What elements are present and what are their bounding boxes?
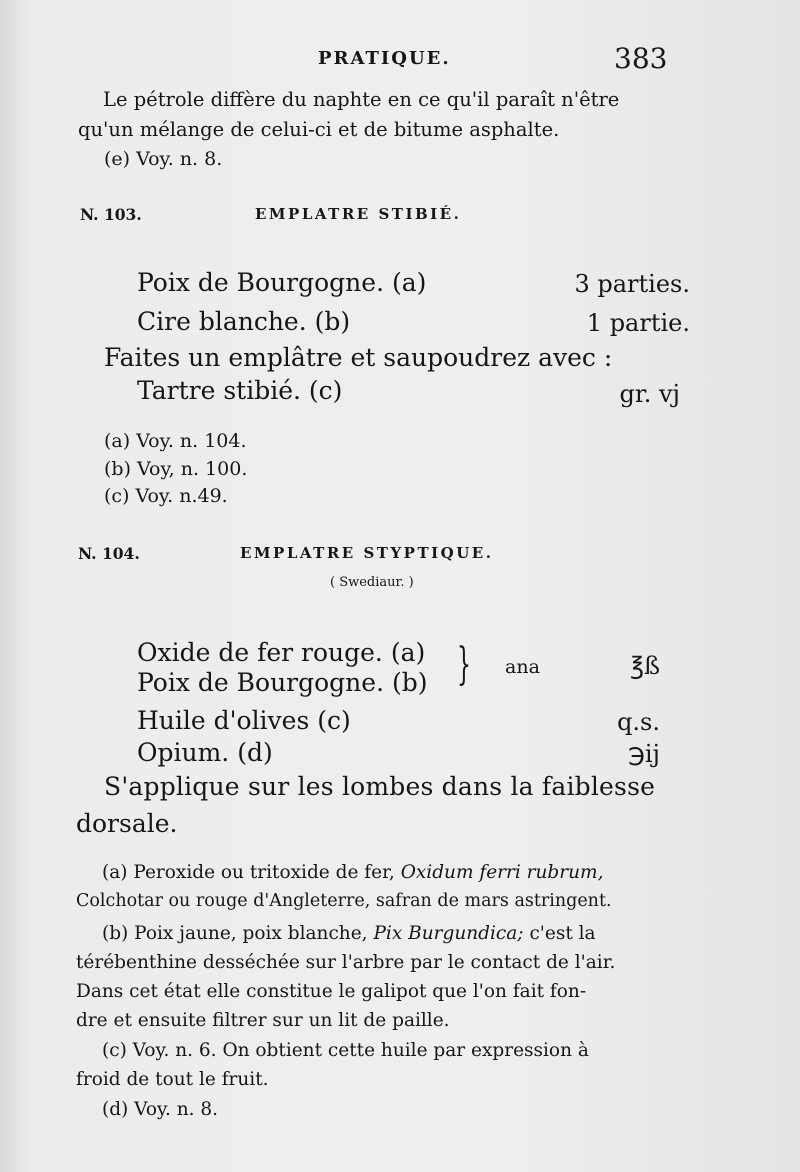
footnote-e: (e) Voy. n. 8. bbox=[104, 148, 223, 170]
section-number: N. 104. bbox=[78, 544, 140, 563]
ingredient-quantity: 3 parties. bbox=[574, 270, 690, 298]
ingredient-quantity: q.s. bbox=[617, 708, 660, 736]
ingredient-name: Opium. (d) bbox=[137, 738, 273, 767]
ingredient-name: Oxide de fer rouge. (a) bbox=[137, 638, 426, 667]
footnote: (d) Voy. n. 8. bbox=[102, 1099, 219, 1120]
footnote-text: (b) Poix jaune, poix blanche, bbox=[102, 923, 368, 944]
ingredient-quantity: 1 partie. bbox=[586, 309, 690, 337]
section-title: EMPLATRE STIBIÉ. bbox=[255, 205, 462, 223]
intro-line: Le pétrole diffère du naphte en ce qu'il paraît n'être bbox=[103, 88, 620, 111]
section-subtitle: ( Swediaur. ) bbox=[330, 575, 414, 590]
ingredient-name: Poix de Bourgogne. (b) bbox=[137, 668, 428, 697]
usage-text: S'applique sur les lombes dans la faiblesse bbox=[104, 772, 656, 801]
footnote-italic: Oxidum ferri rubrum, bbox=[400, 862, 604, 883]
intro-line: qu'un mélange de celui-ci et de bitume asphalte. bbox=[78, 118, 560, 141]
ingredient-quantity: gr. vj bbox=[619, 380, 680, 408]
footnote: (b) Voy, n. 100. bbox=[104, 458, 248, 480]
footnote: froid de tout le fruit. bbox=[76, 1069, 269, 1090]
footnote: Dans cet état elle constitue le galipot que l'on fait fon- bbox=[76, 981, 587, 1002]
ingredient-name: Poix de Bourgogne. (a) bbox=[137, 268, 427, 297]
ingredient-name: Tartre stibié. (c) bbox=[137, 376, 343, 405]
footnote: dre et ensuite filtrer sur un lit de paille. bbox=[76, 1010, 450, 1031]
footnote: térébenthine desséchée sur l'arbre par le contact de l'air. bbox=[76, 952, 616, 973]
brace-symbol: } bbox=[457, 639, 471, 690]
footnote: Colchotar ou rouge d'Angleterre, safran de mars astringent. bbox=[76, 891, 612, 911]
footnote bbox=[102, 862, 603, 883]
pair-label: ana bbox=[505, 656, 540, 678]
footnote: (a) Voy. n. 104. bbox=[104, 430, 247, 452]
page-number: 383 bbox=[614, 42, 668, 75]
ingredient-quantity: ℈ij bbox=[628, 740, 660, 768]
usage-text: dorsale. bbox=[76, 809, 178, 838]
pair-quantity: ℥ß bbox=[630, 652, 660, 680]
footnote: (c) Voy. n. 6. On obtient cette huile par expression à bbox=[102, 1040, 589, 1061]
instruction: Faites un emplâtre et saupoudrez avec : bbox=[104, 343, 613, 372]
footnote bbox=[102, 923, 596, 944]
footnote-italic: Pix Burgundica; bbox=[373, 923, 524, 944]
ingredient-name: Huile d'olives (c) bbox=[137, 706, 351, 735]
section-number: N. 103. bbox=[80, 205, 142, 224]
ingredient-name: Cire blanche. (b) bbox=[137, 307, 351, 336]
section-title: EMPLATRE STYPTIQUE. bbox=[240, 544, 494, 562]
running-title: PRATIQUE. bbox=[318, 48, 451, 69]
running-header bbox=[0, 44, 800, 80]
footnote-text: (a) Peroxide ou tritoxide de fer, bbox=[102, 862, 395, 883]
footnote-text: c'est la bbox=[529, 923, 596, 944]
footnote: (c) Voy. n.49. bbox=[104, 485, 228, 507]
